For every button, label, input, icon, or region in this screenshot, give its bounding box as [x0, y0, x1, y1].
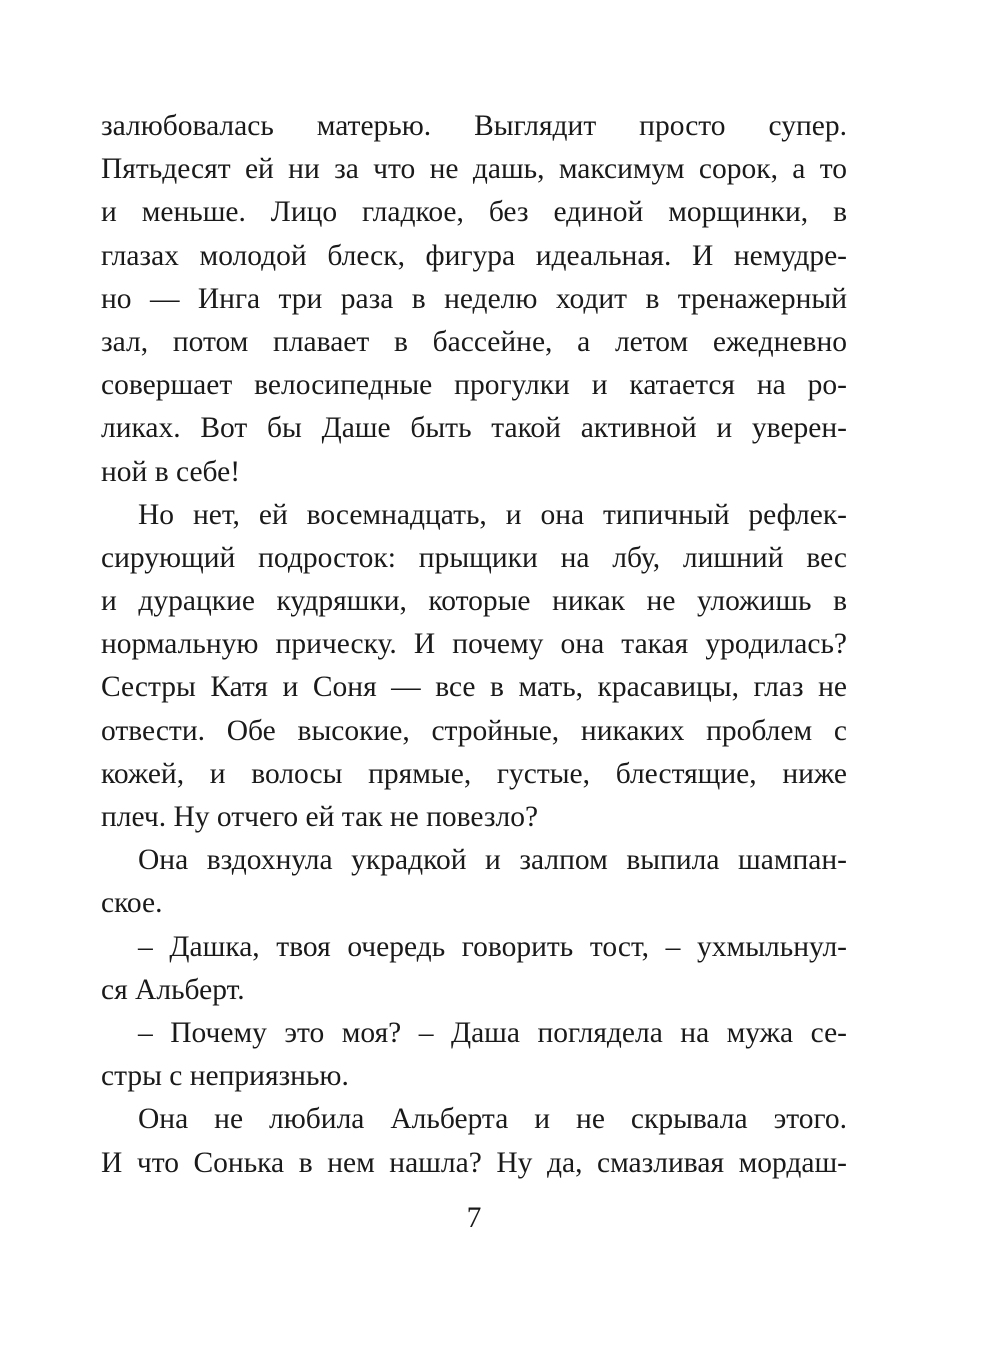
text-line: плеч. Ну отчего ей так не повезло?: [101, 801, 539, 833]
text-line: Сестры Катя и Соня — все в мать, красавицы, глаз не: [101, 671, 847, 704]
text-line: И что Сонька в нем нашла? Ну да, смазливая мордаш-: [101, 1146, 847, 1179]
paragraph-start-line: Она вздохнула украдкой и залпом выпила шампан-: [138, 844, 847, 877]
text-line: ское.: [101, 887, 163, 920]
text-line: и дурацкие кудряшки, которые никак не уложишь в: [101, 585, 847, 618]
page-number: 7: [466, 1202, 482, 1234]
dialogue-line: – Дашка, твоя очередь говорить тост, – ухмыльнул-: [138, 930, 847, 963]
text-line: ной в себе!: [101, 455, 241, 488]
text-line: стры с неприязнью.: [101, 1060, 349, 1093]
text-line: нормальную прическу. И почему она такая уродилась?: [101, 628, 847, 661]
body-text: [101, 105, 847, 1185]
text-line: сирующий подросток: прыщики на лбу, лишний вес: [101, 541, 847, 574]
paragraph-start-line: Она не любила Альберта и не скрывала этого.: [138, 1103, 847, 1136]
text-line: совершает велосипедные прогулки и катается на ро-: [101, 369, 847, 402]
text-line: отвести. Обе высокие, стройные, никаких проблем с: [101, 714, 847, 747]
text-line: ликах. Вот бы Даше быть такой активной и уверен-: [101, 412, 847, 445]
text-line: зал, потом плавает в бассейне, а летом ежедневно: [101, 325, 847, 358]
text-line: Пятьдесят ей ни за что не дашь, максимум сорок, а то: [101, 153, 847, 186]
dialogue-line: – Почему это моя? – Даша поглядела на мужа се-: [138, 1016, 847, 1049]
text-line: и меньше. Лицо гладкое, без единой морщинки, в: [101, 196, 847, 229]
text-line: но — Инга три раза в неделю ходит в тренажерный: [101, 282, 847, 315]
text-line: кожей, и волосы прямые, густые, блестящие, ниже: [101, 757, 847, 790]
text-line: залюбовалась матерью. Выглядит просто супер.: [101, 110, 847, 142]
paragraph-start-line: Но нет, ей восемнадцать, и она типичный рефлек-: [138, 498, 847, 531]
text-line: ся Альберт.: [101, 973, 245, 1006]
text-line: глазах молодой блеск, фигура идеальная. И немудре-: [101, 239, 847, 272]
